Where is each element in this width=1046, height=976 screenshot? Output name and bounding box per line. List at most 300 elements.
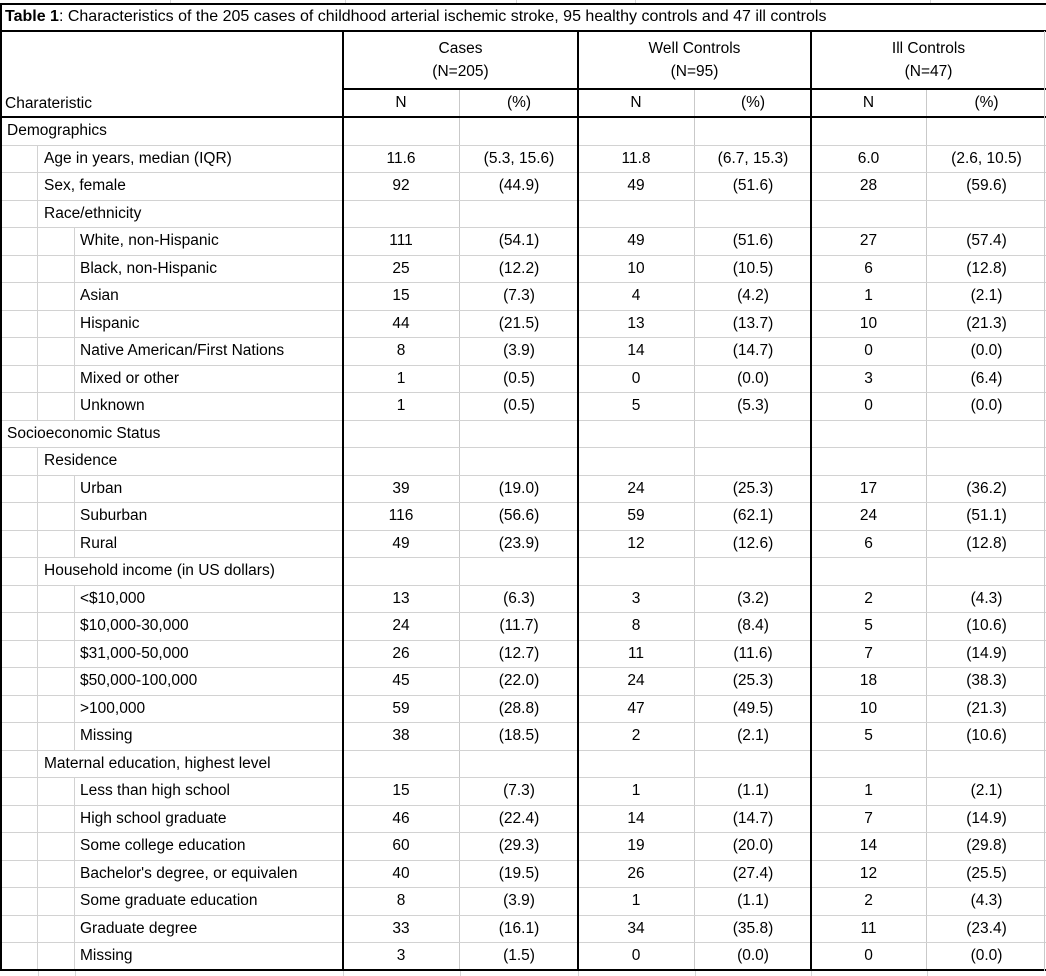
cell-pct: (59.6) (966, 177, 1007, 195)
cell-n (578, 448, 695, 475)
subheader-n: N (343, 89, 460, 117)
gridline-stub (343, 971, 344, 976)
gridline-stub (811, 971, 812, 976)
cell-pct: (23.4) (966, 919, 1007, 937)
cell-pct: (10.5) (732, 259, 774, 277)
cell-n: 14 (578, 338, 695, 365)
cell-n: 7 (811, 806, 927, 833)
table-row (0, 311, 1046, 339)
indent-cell (0, 916, 38, 943)
cell-pct: (20.0) (732, 837, 774, 855)
row-label: Missing (80, 947, 133, 965)
subheader-pct: (%) (974, 94, 999, 111)
cell-n: 0 (811, 943, 927, 970)
indent-cell (38, 888, 75, 915)
indent-cell (38, 916, 75, 943)
indent-cell (38, 586, 75, 613)
cell-pct (927, 201, 1046, 228)
cell-pct: (28.8) (498, 699, 540, 717)
group-n: (N=95) (670, 62, 719, 80)
cell-pct: (12.6) (732, 534, 774, 552)
cell-n: 5 (578, 393, 695, 420)
cell-pct: (13.7) (732, 314, 774, 332)
cell-pct: (25.3) (732, 479, 774, 497)
row-label: Some graduate education (80, 892, 258, 910)
row-label: Suburban (80, 507, 148, 525)
cell-pct: (27.4) (732, 864, 774, 882)
subheader-n: N (578, 89, 695, 117)
cell-pct: (19.5) (498, 864, 540, 882)
table-row (0, 228, 1046, 256)
cell-n: 8 (578, 613, 695, 640)
cell-pct: (14.7) (732, 342, 774, 360)
indent-cell (38, 943, 75, 970)
cell-n (811, 201, 927, 228)
cell-pct: (1.5) (503, 947, 535, 965)
section-row (0, 421, 1046, 449)
cell-pct: (3.9) (503, 342, 535, 360)
indent-cell (0, 228, 38, 255)
table-row (0, 943, 1046, 971)
indent-cell (0, 338, 38, 365)
table-row (0, 613, 1046, 641)
gridline-stub (695, 971, 696, 976)
cell-pct: (51.6) (732, 177, 774, 195)
cell-pct: (12.8) (966, 534, 1007, 552)
cell-n (811, 558, 927, 585)
table-row (0, 256, 1046, 284)
cell-n: 19 (578, 833, 695, 860)
cell-pct: (22.4) (498, 809, 540, 827)
cell-n: 0 (811, 338, 927, 365)
cell-pct (927, 751, 1046, 778)
cell-n: 26 (578, 861, 695, 888)
cell-n: 5 (811, 613, 927, 640)
cell-n: 10 (578, 256, 695, 283)
row-label: Residence (44, 452, 118, 470)
cell-pct: (22.0) (498, 672, 540, 690)
row-label: Race/ethnicity (44, 204, 142, 222)
table-row (0, 778, 1046, 806)
cell-n: 3 (578, 586, 695, 613)
cell-pct: (12.7) (498, 644, 540, 662)
cell-pct (695, 558, 811, 585)
cell-n: 46 (343, 806, 460, 833)
group-n: (N=205) (432, 62, 489, 80)
cell-n (343, 201, 460, 228)
indent-cell (0, 146, 38, 173)
cell-n: 1 (578, 888, 695, 915)
indent-cell (0, 201, 38, 228)
table-row (0, 833, 1046, 861)
cell-n: 39 (343, 476, 460, 503)
cell-pct: (0.0) (970, 397, 1003, 415)
cell-n: 2 (811, 888, 927, 915)
cell-pct: (10.6) (966, 727, 1007, 745)
cell-pct: (38.3) (966, 672, 1007, 690)
indent-cell (0, 256, 38, 283)
row-label: $50,000-100,000 (80, 672, 198, 690)
gridline-stub (38, 971, 39, 976)
indent-cell (38, 228, 75, 255)
cell-pct: (57.4) (966, 232, 1007, 250)
indent-cell (0, 586, 38, 613)
indent-cell (38, 311, 75, 338)
cell-pct: (25.3) (732, 672, 774, 690)
cell-n: 49 (578, 228, 695, 255)
table-row (0, 861, 1046, 889)
header-bottom-border (0, 116, 1046, 118)
table-row (0, 393, 1046, 421)
cell-n: 1 (811, 778, 927, 805)
cell-n (343, 421, 460, 448)
cell-n: 28 (811, 173, 927, 200)
table-row (0, 531, 1046, 559)
cell-pct (460, 751, 578, 778)
cell-pct: (0.0) (737, 369, 769, 387)
cell-pct: (6.3) (503, 589, 535, 607)
divider-well (577, 31, 579, 971)
cell-n: 10 (811, 311, 927, 338)
cell-n: 5 (811, 723, 927, 750)
cell-pct (460, 558, 578, 585)
table-row (0, 338, 1046, 366)
cell-n: 111 (343, 228, 460, 255)
cell-pct: (4.3) (970, 589, 1003, 607)
row-label: >100,000 (80, 699, 146, 717)
indent-cell (38, 778, 75, 805)
cell-n (343, 118, 460, 145)
cell-pct (460, 118, 578, 145)
cell-n (578, 751, 695, 778)
cell-pct: (0.5) (503, 369, 535, 387)
cell-pct: (18.5) (498, 727, 540, 745)
indent-cell (38, 256, 75, 283)
indent-cell (0, 833, 38, 860)
cell-n: 92 (343, 173, 460, 200)
indent-cell (38, 806, 75, 833)
group-name: Well Controls (648, 40, 741, 58)
cell-n: 2 (811, 586, 927, 613)
row-label: Missing (80, 727, 133, 745)
cell-n (811, 751, 927, 778)
row-label: Mixed or other (80, 369, 180, 387)
indent-cell (0, 173, 38, 200)
cell-n: 1 (811, 283, 927, 310)
row-label: Hispanic (80, 314, 140, 332)
cell-n (578, 558, 695, 585)
cell-pct: (56.6) (498, 507, 540, 525)
table-row (0, 201, 1046, 229)
cell-n: 49 (343, 531, 460, 558)
cell-n: 1 (578, 778, 695, 805)
cell-pct (695, 448, 811, 475)
subheader-n: N (811, 89, 927, 117)
indent-cell (38, 641, 75, 668)
indent-cell (38, 723, 75, 750)
cell-n: 45 (343, 668, 460, 695)
group-name: Cases (438, 40, 483, 58)
indent-cell (0, 943, 38, 970)
table-row (0, 503, 1046, 531)
cell-pct (927, 558, 1046, 585)
table-row (0, 641, 1046, 669)
cell-pct: (5.3) (737, 397, 769, 415)
characteristic-column-header: Charateristic (5, 95, 92, 112)
table-row (0, 586, 1046, 614)
cell-n: 11.8 (578, 146, 695, 173)
indent-cell (0, 283, 38, 310)
cell-pct (695, 201, 811, 228)
cell-n: 24 (578, 476, 695, 503)
cell-pct: (10.6) (966, 617, 1007, 635)
cell-n: 14 (578, 806, 695, 833)
cell-pct: (25.5) (966, 864, 1007, 882)
row-label: Asian (80, 287, 119, 305)
subheader-pct: (%) (506, 94, 532, 111)
cell-n: 11 (578, 641, 695, 668)
cell-pct: (21.3) (966, 699, 1007, 717)
cell-n: 10 (811, 696, 927, 723)
row-label: $31,000-50,000 (80, 644, 189, 662)
cell-pct: (21.5) (498, 314, 540, 332)
cell-pct: (5.3, 15.6) (483, 149, 555, 167)
cell-pct: (51.1) (966, 507, 1007, 525)
cell-n: 7 (811, 641, 927, 668)
cell-pct: (49.5) (732, 699, 774, 717)
row-label: Maternal education, highest level (44, 754, 271, 772)
indent-cell (0, 778, 38, 805)
cell-n: 8 (343, 338, 460, 365)
gridline-stub (75, 971, 76, 976)
cell-n: 13 (343, 586, 460, 613)
cell-n: 0 (578, 943, 695, 970)
cell-pct: (14.9) (966, 809, 1007, 827)
cell-n: 25 (343, 256, 460, 283)
cell-n: 59 (578, 503, 695, 530)
cell-n: 17 (811, 476, 927, 503)
cell-pct (695, 751, 811, 778)
cell-n (811, 118, 927, 145)
cell-n: 15 (343, 778, 460, 805)
cell-pct: (0.0) (970, 947, 1003, 965)
cell-pct (927, 118, 1046, 145)
cell-pct: (14.7) (732, 809, 774, 827)
cell-n: 4 (578, 283, 695, 310)
cell-pct: (11.6) (733, 644, 773, 662)
cell-n: 6.0 (811, 146, 927, 173)
cell-pct (927, 448, 1046, 475)
indent-cell (38, 613, 75, 640)
section-row (0, 118, 1046, 146)
indent-cell (0, 696, 38, 723)
cell-pct (695, 118, 811, 145)
cell-pct: (8.4) (737, 617, 769, 635)
row-label: Demographics (7, 122, 107, 140)
cell-n: 12 (811, 861, 927, 888)
cell-pct: (12.8) (966, 259, 1007, 277)
cell-pct: (23.9) (498, 534, 540, 552)
indent-cell (0, 806, 38, 833)
cell-pct: (2.1) (737, 727, 769, 745)
cell-n: 34 (578, 916, 695, 943)
indent-cell (0, 393, 38, 420)
cell-n: 12 (578, 531, 695, 558)
cell-pct: (16.1) (498, 919, 540, 937)
cell-n: 60 (343, 833, 460, 860)
cell-n (578, 201, 695, 228)
table-row (0, 173, 1046, 201)
indent-cell (38, 393, 75, 420)
indent-cell (0, 531, 38, 558)
cell-pct: (3.2) (737, 589, 769, 607)
table-row (0, 723, 1046, 751)
subheader-top-border (343, 88, 1046, 90)
table-bottom-border (0, 969, 1046, 971)
group-n: (N=47) (904, 62, 953, 80)
table-row (0, 146, 1046, 174)
cell-pct: (0.5) (503, 397, 535, 415)
cell-pct: (29.8) (966, 837, 1007, 855)
table-number: Table 1 (5, 8, 59, 25)
cell-n (343, 751, 460, 778)
cell-pct: (7.3) (503, 782, 535, 800)
cell-n: 3 (343, 943, 460, 970)
row-label: White, non-Hispanic (80, 232, 219, 250)
cell-pct: (1.1) (737, 892, 769, 910)
cell-pct: (3.9) (503, 892, 535, 910)
gridline-stub (578, 971, 579, 976)
divider-ill (810, 31, 812, 971)
cell-pct: (12.2) (498, 259, 540, 277)
group-name: Ill Controls (891, 40, 966, 58)
cell-n: 11.6 (343, 146, 460, 173)
cell-n (343, 448, 460, 475)
indent-cell (0, 558, 38, 585)
cell-n: 44 (343, 311, 460, 338)
group-header-cases (343, 31, 578, 89)
table-right-gridline (1044, 31, 1045, 971)
row-label: High school graduate (80, 809, 227, 827)
cell-pct: (21.3) (966, 314, 1007, 332)
indent-cell (0, 641, 38, 668)
cell-pct: (1.1) (737, 782, 769, 800)
row-label: Socioeconomic Status (7, 424, 161, 442)
indent-cell (38, 861, 75, 888)
row-label: Black, non-Hispanic (80, 259, 217, 277)
cell-pct: (14.9) (966, 644, 1007, 662)
subheader-pct: (%) (740, 94, 766, 111)
cell-n: 6 (811, 256, 927, 283)
cell-pct (460, 421, 578, 448)
indent-cell (0, 503, 38, 530)
cell-n: 24 (811, 503, 927, 530)
cell-pct: (29.3) (498, 837, 540, 855)
row-label: Sex, female (44, 177, 126, 195)
row-label: Less than high school (80, 782, 230, 800)
cell-n (578, 118, 695, 145)
table-row (0, 668, 1046, 696)
table-row (0, 448, 1046, 476)
cell-n: 59 (343, 696, 460, 723)
table-title (0, 3, 1046, 31)
table-row (0, 366, 1046, 394)
group-header-ill-controls (811, 31, 1046, 89)
cell-n (578, 421, 695, 448)
cell-pct: (54.1) (498, 232, 540, 250)
divider-cases (342, 31, 344, 971)
cell-n: 0 (811, 393, 927, 420)
table-row (0, 283, 1046, 311)
gridline-stub (460, 971, 461, 976)
cell-n: 38 (343, 723, 460, 750)
cell-pct: (6.7, 15.3) (717, 149, 789, 167)
cell-n: 6 (811, 531, 927, 558)
indent-cell (0, 668, 38, 695)
cell-pct: (51.6) (732, 232, 774, 250)
cell-pct (460, 448, 578, 475)
cell-n: 3 (811, 366, 927, 393)
cell-pct: (2.1) (970, 782, 1003, 800)
indent-cell (0, 723, 38, 750)
indent-cell (38, 283, 75, 310)
row-label: Unknown (80, 397, 145, 415)
cell-n: 33 (343, 916, 460, 943)
cell-n: 13 (578, 311, 695, 338)
cell-n: 116 (343, 503, 460, 530)
row-label: <$10,000 (80, 589, 146, 607)
row-label: Urban (80, 479, 123, 497)
cell-pct: (0.0) (970, 342, 1003, 360)
table-body (0, 118, 1046, 971)
indent-cell (0, 366, 38, 393)
table-left-border (0, 3, 2, 971)
cell-pct: (44.9) (498, 177, 540, 195)
indent-cell (0, 448, 38, 475)
indent-cell (38, 833, 75, 860)
cell-pct (460, 201, 578, 228)
cell-n: 1 (343, 366, 460, 393)
row-label: Rural (80, 534, 118, 552)
table-row (0, 806, 1046, 834)
indent-cell (38, 366, 75, 393)
cell-n: 27 (811, 228, 927, 255)
cell-n: 24 (343, 613, 460, 640)
cell-n (811, 421, 927, 448)
indent-cell (38, 476, 75, 503)
row-label: Graduate degree (80, 919, 198, 937)
indent-cell (38, 531, 75, 558)
group-header-well-controls (578, 31, 811, 89)
indent-cell (0, 613, 38, 640)
table-row (0, 888, 1046, 916)
title-bottom-border (0, 30, 1046, 32)
title-top-border (0, 3, 1046, 5)
row-label: Household income (in US dollars) (44, 562, 275, 580)
cell-n: 0 (578, 366, 695, 393)
cell-n: 8 (343, 888, 460, 915)
cell-pct (695, 421, 811, 448)
cell-n: 15 (343, 283, 460, 310)
cell-n: 40 (343, 861, 460, 888)
row-label: $10,000-30,000 (80, 617, 189, 635)
cell-pct: (19.0) (498, 479, 540, 497)
table-row (0, 751, 1046, 779)
indent-cell (0, 311, 38, 338)
cell-n: 18 (811, 668, 927, 695)
cell-pct: (11.7) (499, 617, 539, 635)
indent-cell (38, 503, 75, 530)
